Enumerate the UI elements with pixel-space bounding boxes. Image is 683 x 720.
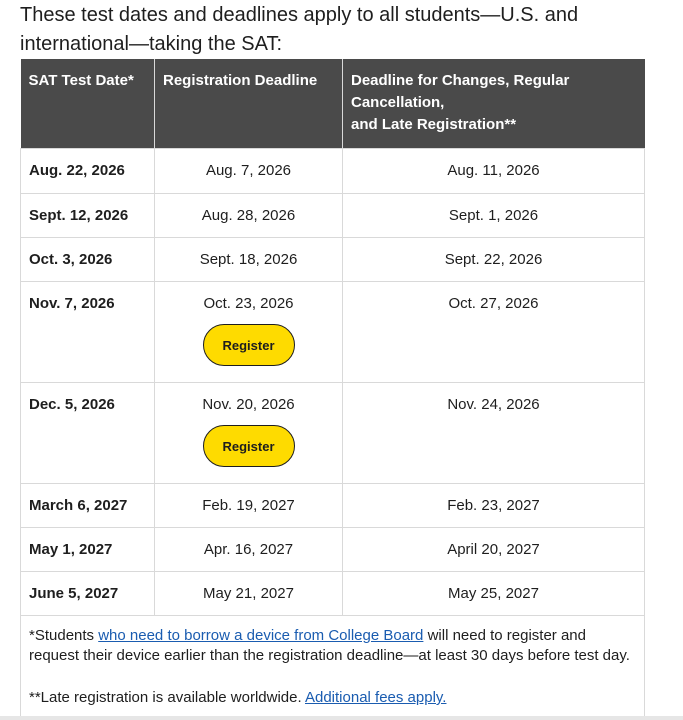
registration-deadline-cell: Sept. 18, 2026 (155, 238, 343, 282)
test-date-cell: Aug. 22, 2026 (21, 149, 155, 194)
table-row (21, 383, 645, 484)
footnote-device-suffix: will need to register and request their device earlier than the registration deadline—at least 30 days before test day. (29, 627, 630, 664)
table-row (21, 528, 645, 572)
bottom-divider (0, 716, 683, 720)
footnote-device-prefix: *Students (29, 627, 99, 644)
registration-deadline-text: Oct. 23, 2026 (203, 295, 294, 312)
header-changes-line2: and Late Registration** (351, 116, 517, 133)
test-date-cell: May 1, 2027 (21, 528, 155, 572)
changes-deadline-cell: April 20, 2027 (343, 528, 645, 572)
test-date-cell: Sept. 12, 2026 (21, 194, 155, 238)
borrow-device-link[interactable]: who need to borrow a device from College Board (98, 627, 424, 644)
header-test-date: SAT Test Date* (21, 59, 155, 149)
header-registration-deadline: Registration Deadline (155, 59, 343, 149)
sat-dates-table (20, 59, 645, 719)
changes-deadline-cell: Sept. 22, 2026 (343, 238, 645, 282)
header-changes-deadline (343, 59, 645, 149)
registration-deadline-cell: May 21, 2027 (155, 572, 343, 616)
table-header-row (21, 59, 645, 149)
changes-deadline-cell: May 25, 2027 (343, 572, 645, 616)
table-row (21, 484, 645, 528)
test-date-cell: March 6, 2027 (21, 484, 155, 528)
registration-deadline-text: Nov. 20, 2026 (202, 396, 295, 413)
table-row (21, 282, 645, 383)
registration-deadline-cell: Aug. 7, 2026 (155, 149, 343, 194)
registration-deadline-cell (155, 383, 343, 484)
additional-fees-link[interactable]: Additional fees apply. (304, 689, 447, 706)
registration-deadline-cell: Aug. 28, 2026 (155, 194, 343, 238)
table-row (21, 149, 645, 194)
changes-deadline-cell: Feb. 23, 2027 (343, 484, 645, 528)
registration-deadline-cell: Apr. 16, 2027 (155, 528, 343, 572)
registration-deadline-cell (155, 282, 343, 383)
footnote-row (21, 616, 645, 719)
test-date-cell: Nov. 7, 2026 (21, 282, 155, 383)
test-date-cell: June 5, 2027 (21, 572, 155, 616)
table-row (21, 194, 645, 238)
footnote-late-prefix: **Late registration is available worldwide. (29, 689, 305, 706)
changes-deadline-cell: Sept. 1, 2026 (343, 194, 645, 238)
test-date-cell: Dec. 5, 2026 (21, 383, 155, 484)
footnotes (21, 616, 645, 719)
changes-deadline-cell: Nov. 24, 2026 (343, 383, 645, 484)
registration-deadline-cell: Feb. 19, 2027 (155, 484, 343, 528)
table-row (21, 572, 645, 616)
table-row (21, 238, 645, 282)
header-changes-line1: Deadline for Changes, Regular Cancellation, (351, 72, 570, 111)
footnote-late-registration (29, 688, 636, 708)
register-button-nov[interactable]: Register (203, 324, 295, 366)
intro-text: These test dates and deadlines apply to all students—U.S. and international—taking the SAT: (20, 4, 579, 55)
footnote-device (29, 626, 636, 666)
changes-deadline-cell: Aug. 11, 2026 (343, 149, 645, 194)
test-date-cell: Oct. 3, 2026 (21, 238, 155, 282)
changes-deadline-cell: Oct. 27, 2026 (343, 282, 645, 383)
register-button-dec[interactable]: Register (203, 425, 295, 467)
